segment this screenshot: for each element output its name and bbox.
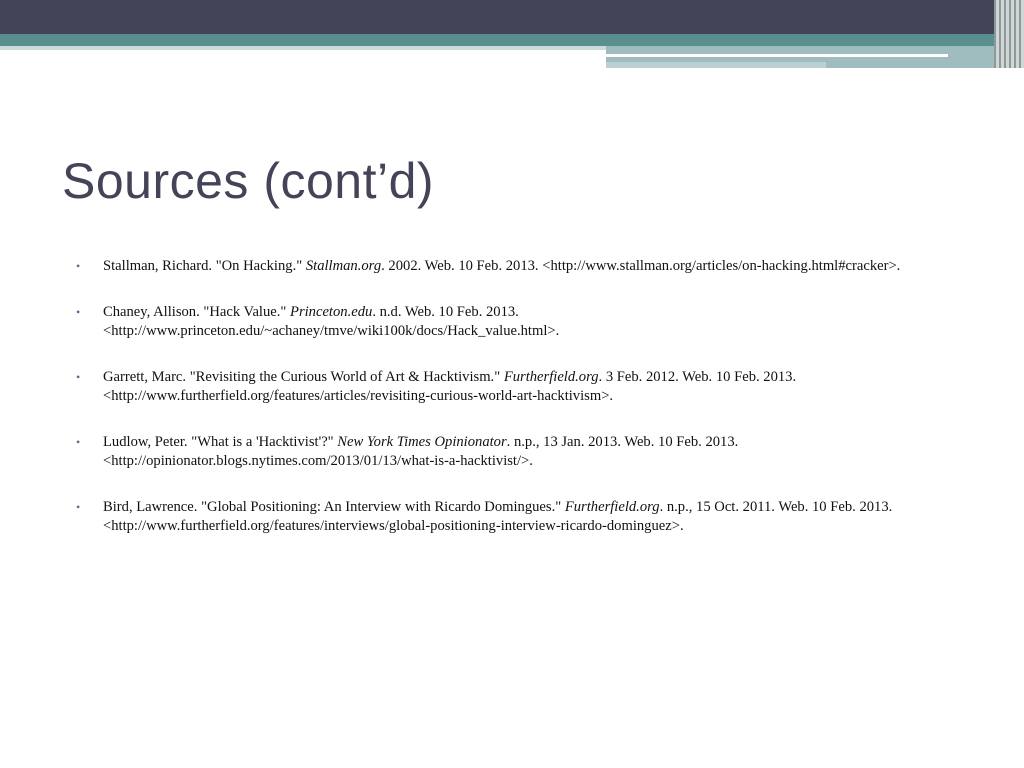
source-author: Stallman, Richard.: [103, 258, 213, 274]
source-site: Furtherfield.org: [564, 498, 660, 515]
header-stripes: [994, 0, 1024, 68]
source-article: "Revisiting the Curious World of Art & Hacktivism.": [189, 368, 501, 385]
source-item: [76, 368, 956, 407]
source-item: [76, 257, 956, 277]
source-item: [76, 303, 956, 342]
source-site: Princeton.edu: [290, 303, 373, 320]
bullet-icon: •: [76, 434, 81, 449]
source-article: "What is a 'Hacktivist'?": [191, 433, 334, 450]
source-details: . n.p., 15 Oct. 2011. Web. 10 Feb. 2013. <http://www.furtherfield.org/features/interviews/global-positioning-interview-ricardo-dominguez>.: [103, 498, 893, 534]
header-band-lower: [606, 62, 826, 68]
bullet-icon: •: [76, 304, 81, 319]
source-details: . 3 Feb. 2012. Web. 10 Feb. 2013. <http://www.furtherfield.org/features/articles/revisiting-curious-world-art-hacktivism>.: [103, 368, 797, 404]
sources-list: [76, 257, 956, 563]
bullet-icon: •: [76, 259, 81, 273]
source-article: "Hack Value.": [203, 303, 287, 320]
header-band-white-line: [606, 54, 948, 57]
source-details: . n.p., 13 Jan. 2013. Web. 10 Feb. 2013. <http://opinionator.blogs.nytimes.com/2013/01/13/what-is-a-hacktivist/>.: [103, 433, 739, 469]
source-article: "Global Positioning: An Interview with Ricardo Domingues.": [201, 498, 562, 515]
header-band-light-left: [0, 46, 606, 50]
slide-title: Sources (cont’d): [62, 153, 435, 209]
source-author: Garrett, Marc.: [103, 368, 187, 385]
source-item: [76, 433, 956, 472]
bullet-icon: •: [76, 499, 81, 514]
source-site: Stallman.org: [305, 258, 382, 274]
bullet-icon: •: [76, 369, 81, 384]
source-details: . 2002. Web. 10 Feb. 2013. <http://www.stallman.org/articles/on-hacking.html#cracker>.: [381, 258, 901, 274]
source-site: Furtherfield.org: [503, 368, 599, 385]
source-article: "On Hacking.": [215, 258, 303, 274]
header-band-dark: [0, 0, 1024, 34]
source-details: . n.d. Web. 10 Feb. 2013. <http://www.princeton.edu/~achaney/tmve/wiki100k/docs/Hack_value.html>.: [103, 303, 560, 339]
header-band-teal: [0, 34, 1024, 46]
source-author: Chaney, Allison.: [103, 303, 200, 320]
source-site: New York Times Opinionator: [337, 433, 507, 450]
source-author: Ludlow, Peter.: [103, 433, 188, 450]
source-item: [76, 498, 956, 537]
source-author: Bird, Lawrence.: [103, 498, 198, 515]
